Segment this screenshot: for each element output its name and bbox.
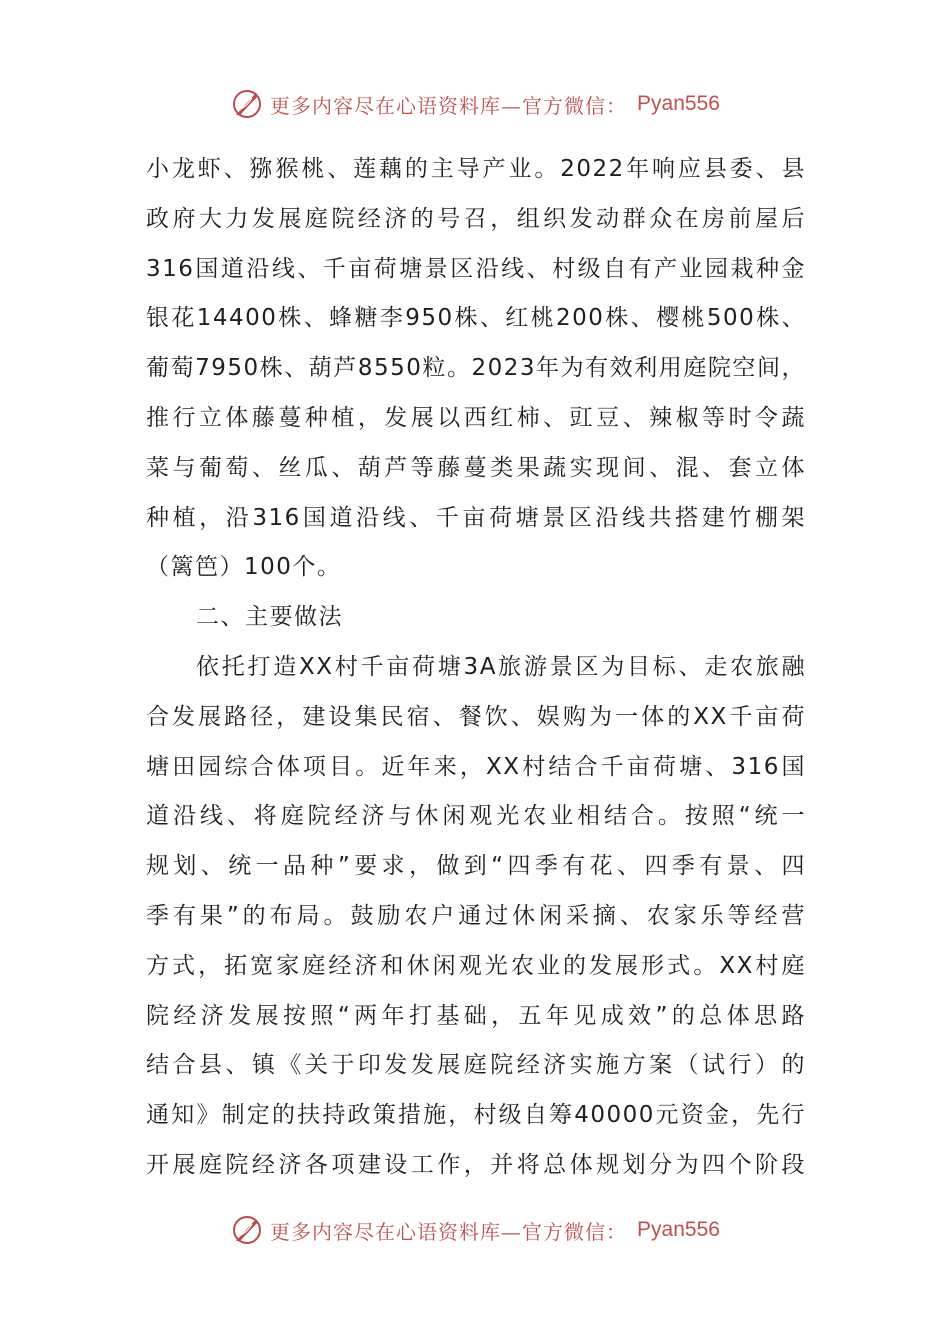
quill-logo-icon bbox=[230, 1213, 264, 1247]
body-line: 种植，沿316国道沿线、千亩荷塘景区沿线共搭建竹棚架 bbox=[146, 504, 806, 531]
body-line: 道沿线、将庭院经济与休闲观光农业相结合。按照“统一 bbox=[146, 803, 806, 830]
watermark-wechat-id: Pyan556 bbox=[637, 92, 720, 115]
body-line: 通知》制定的扶持政策措施，村级自筹40000元资金，先行 bbox=[146, 1102, 806, 1129]
body-line: 院经济发展按照“两年打基础，五年见成效”的总体思路 bbox=[146, 1002, 806, 1029]
body-line: 银花14400株、蜂糖李950株、红桃200株、樱桃500株、 bbox=[146, 305, 806, 332]
watermark-text: 更多内容尽在心语资料库—官方微信： bbox=[270, 1219, 628, 1244]
watermark-wechat-id: Pyan556 bbox=[637, 1218, 720, 1241]
body-line: 316国道沿线、千亩荷塘景区沿线、村级自有产业园栽种金 bbox=[146, 255, 806, 282]
body-line: 推行立体藤蔓种植，发展以西红柿、豇豆、辣椒等时令蔬 bbox=[146, 404, 806, 431]
document-body bbox=[146, 145, 806, 1191]
body-line: 合发展路径，建设集民宿、餐饮、娱购为一体的XX千亩荷 bbox=[146, 703, 806, 730]
header-watermark bbox=[0, 84, 950, 124]
body-line: 开展庭院经济各项建设工作，并将总体规划分为四个阶段 bbox=[146, 1151, 806, 1178]
body-line: 小龙虾、猕猴桃、莲藕的主导产业。2022年响应县委、县 bbox=[146, 156, 806, 182]
section-heading: 二、主要做法 bbox=[196, 604, 343, 631]
footer-watermark bbox=[0, 1210, 950, 1250]
body-line: 依托打造XX村千亩荷塘3A旅游景区为目标、走农旅融 bbox=[196, 653, 806, 680]
body-line: 结合县、镇《关于印发发展庭院经济实施方案（试行）的 bbox=[146, 1052, 806, 1079]
body-line: 季有果”的布局。鼓励农户通过休闲采摘、农家乐等经营 bbox=[146, 902, 806, 929]
body-line: （篱笆）100个。 bbox=[146, 554, 342, 581]
body-line: 方式，拓宽家庭经济和休闲观光农业的发展形式。XX村庭 bbox=[146, 952, 806, 979]
watermark-text: 更多内容尽在心语资料库—官方微信： bbox=[270, 93, 628, 118]
body-line: 菜与葡萄、丝瓜、葫芦等藤蔓类果蔬实现间、混、套立体 bbox=[146, 454, 806, 481]
body-line: 规划、统一品种”要求，做到“四季有花、四季有景、四 bbox=[146, 853, 806, 880]
body-line: 政府大力发展庭院经济的号召，组织发动群众在房前屋后 bbox=[146, 205, 806, 232]
body-line: 塘田园综合体项目。近年来，XX村结合千亩荷塘、316国 bbox=[146, 753, 806, 780]
quill-logo-icon bbox=[230, 87, 264, 121]
body-line: 葡萄7950株、葫芦8550粒。2023年为有效利用庭院空间， bbox=[146, 355, 806, 382]
